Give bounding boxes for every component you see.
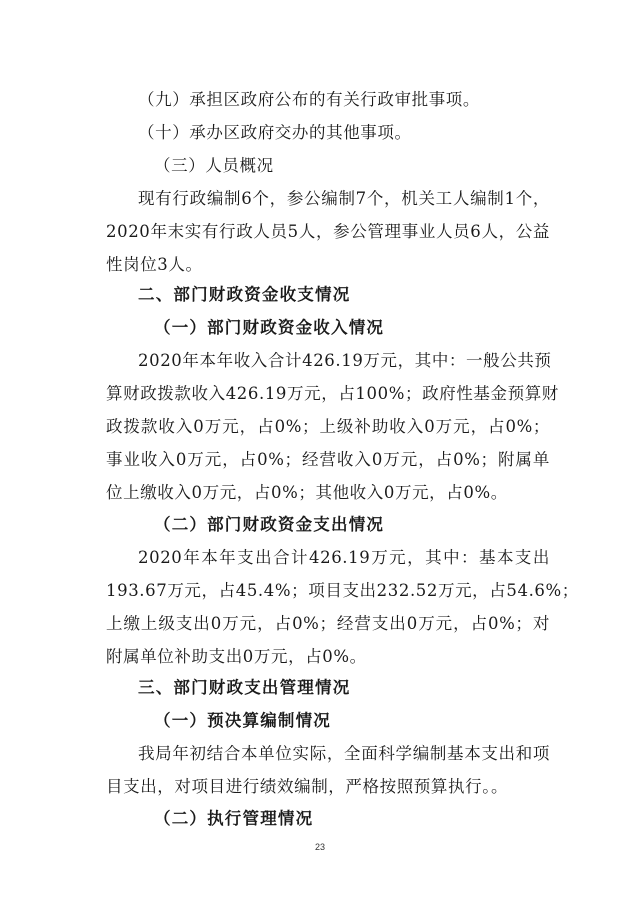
- item-ten: （十）承办区政府交办的其他事项。: [138, 123, 412, 142]
- subheading-revenue: （一）部门财政资金收入情况: [154, 318, 385, 337]
- budget-paragraph-line-1: 我局年初结合本单位实际，全面科学编制基本支出和项: [138, 744, 550, 763]
- revenue-paragraph-line-5: 位上缴收入0万元，占0%；其他收入0万元，占0%。: [106, 483, 508, 502]
- budget-paragraph-line-2: 目支出，对项目进行绩效编制，严格按照预算执行。。: [106, 777, 509, 796]
- revenue-paragraph-line-4: 事业收入0万元，占0%；经营收入0万元，占0%；附属单: [106, 450, 550, 469]
- subheading-expenditure: （二）部门财政资金支出情况: [154, 515, 385, 534]
- staff-paragraph-line-3: 性岗位3人。: [106, 255, 203, 274]
- expenditure-paragraph-line-3: 上缴上级支出0万元，占0%；经营支出0万元，占0%；对: [106, 614, 550, 633]
- revenue-paragraph-line-3: 政拨款收入0万元，占0%；上级补助收入0万元，占0%；: [106, 417, 550, 436]
- revenue-paragraph-line-1: 2020年本年收入合计426.19万元，其中：一般公共预: [138, 351, 552, 370]
- staff-paragraph-line-2: 2020年末实有行政人员5人，参公管理事业人员6人，公益: [106, 222, 550, 241]
- subheading-budget-preparation: （一）预决算编制情况: [154, 711, 331, 730]
- expenditure-paragraph-line-2: 193.67万元，占45.4%；项目支出232.52万元，占54.6%；: [106, 581, 579, 600]
- revenue-paragraph-line-2: 算财政拨款收入426.19万元，占100%；政府性基金预算财: [106, 384, 559, 403]
- subheading-execution: （二）执行管理情况: [154, 809, 314, 828]
- page-number: 23: [314, 842, 325, 852]
- heading-staff-overview: （三）人员概况: [154, 156, 274, 175]
- item-nine: （九）承担区政府公布的有关行政审批事项。: [138, 90, 480, 109]
- section-heading-revenue-expenditure: 二、部门财政资金收支情况: [138, 285, 351, 304]
- section-heading-management: 三、部门财政支出管理情况: [138, 678, 351, 697]
- expenditure-paragraph-line-4: 附属单位补助支出0万元，占0%。: [106, 647, 367, 666]
- staff-paragraph-line-1: 现有行政编制6个，参公编制7个，机关工人编制1个，: [138, 189, 550, 208]
- expenditure-paragraph-line-1: 2020年本年支出合计426.19万元，其中：基本支出: [138, 548, 550, 567]
